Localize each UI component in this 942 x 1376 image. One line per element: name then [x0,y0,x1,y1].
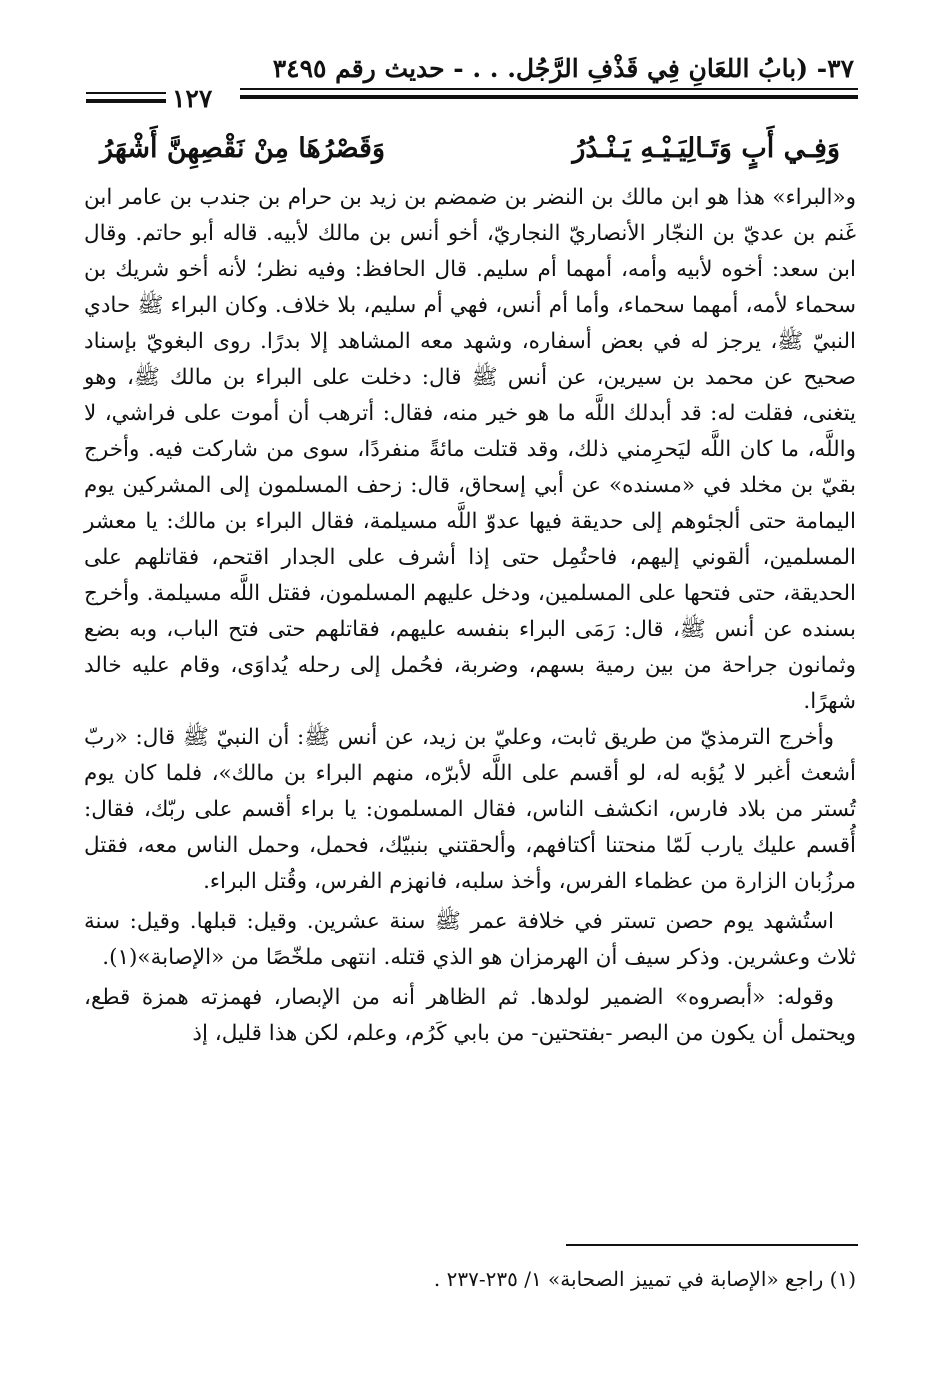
page-number: ١٢٧ [172,84,213,113]
footnote-divider [566,1244,858,1246]
paragraph-1: و«البراء» هذا هو ابن مالك بن النضر بن ضمضم بن زيد بن حرام بن جندب بن عامر ابن غَنم بن عديّ بن النجّار الأنصاريّ النجاريّ، أخو أنس بن مالك لأبيه. قاله أبو حاتم. وقال ابن سعد: أخوه لأبيه وأمه، أمهما أم سليم. قال الحافظ: وفيه نظر؛ لأنه أخو شريك بن سحماء لأمه، أمهما سحماء، وأما أم أنس، فهي أم سليم، بلا خلاف. وكان البراء ﷺ حادي النبيّ ﷺ، يرجز له في بعض أسفاره، وشهد معه المشاهد إلا بدرًا. روى البغويّ بإسناد صحيح عن محمد بن سيرين، عن أنس ﷺ قال: دخلت على البراء بن مالك ﷺ، وهو يتغنى، فقلت له: قد أبدلك اللَّه ما هو خير منه، فقال: أترهب أن أموت على فراشي، لا واللَّه، ما كان اللَّه ليَحرِمني ذلك، وقد قتلت مائةً منفردًا، سوى من شاركت فيه. وأخرج بقيّ بن مخلد في «مسنده» عن أبي إسحاق، قال: زحف المسلمون إلى المشركين يوم اليمامة حتى ألجئوهم إلى حديقة فيها عدوّ اللَّه مسيلمة، فقال البراء بن مالك: يا معشر المسلمين، ألقوني إليهم، فاحتُمِل حتى إذا أشرف على الجدار اقتحم، فقاتلهم على الحديقة، حتى فتحها على المسلمين، ودخل عليهم المسلمون، فقتل اللَّه مسيلمة. وأخرج بسنده عن أنس ﷺ، قال: رَمَى البراء بنفسه عليهم، فقاتلهم حتى فتح الباب، وبه بضع وثمانون جراحة من بين رمية بسهم، وضربة، فحُمل إلى رحله يُداوَى، وقام عليه خالد شهرًا. [84,185,856,714]
header-rule-left-thick [86,99,166,103]
paragraph-2: وأخرج الترمذيّ من طريق ثابت، وعليّ بن زيد، عن أنس ﷺ: أن النبيّ ﷺ قال: «ربّ أشعث أغبر لا يُؤبه له، لو أقسم على اللَّه لأبرّه، منهم البراء بن مالك»، فلما كان يوم تُستر من بلاد فارس، انكشف الناس، فقال المسلمون: يا براء أقسم على ربّك، فقال: أُقسم عليك يارب لَمّا منحتنا أكتافهم، وألحقتني بنبيّك، فحمل، وحمل الناس معه، فقتل مرزُبان الزارة من عظماء الفرس، وأخذ سلبه، فانهزم الفرس، وقُتل البراء. [84,725,856,894]
header-rule-right-thick [240,95,858,99]
header-rule-left [86,92,166,94]
body-text [84,180,856,1052]
footnote: (١) راجع «الإصابة في تمييز الصحابة» ١/ ٢٣٥-٢٣٧ . [433,1267,856,1291]
header-rule-right [240,88,858,90]
chapter-header-title: ٣٧- (بابُ اللعَانِ فِي قَذْفِ الرَّجُل. . . - حديث رقم ٣٤٩٥ [272,54,854,83]
poem-verse [100,122,840,176]
poem-first-hemistich: وَفِـي أَبٍ وَتَـالِيَـيْـهِ يَـنْـدُرُ [572,133,840,164]
paragraph-3: استُشهد يوم حصن تستر في خلافة عمر ﷺ سنة عشرين. وقيل: قبلها. وقيل: سنة ثلاث وعشرين. وذكر سيف أن الهرمزان هو الذي قتله. انتهى ملخّصًا من «الإصابة»(١). [84,909,856,970]
paragraph-4: وقوله: «أبصروه» الضمير لولدها. ثم الظاهر أنه من الإبصار، فهمزته همزة قطع، ويحتمل أن يكون من البصر -بفتحتين- من بابي كَرُم، وعلم، لكن هذا قليل، إذ [84,985,856,1046]
poem-second-hemistich: وَقَصْرُهَا مِنْ نَقْصِهِنَّ أَشْهَرُ [100,133,385,164]
